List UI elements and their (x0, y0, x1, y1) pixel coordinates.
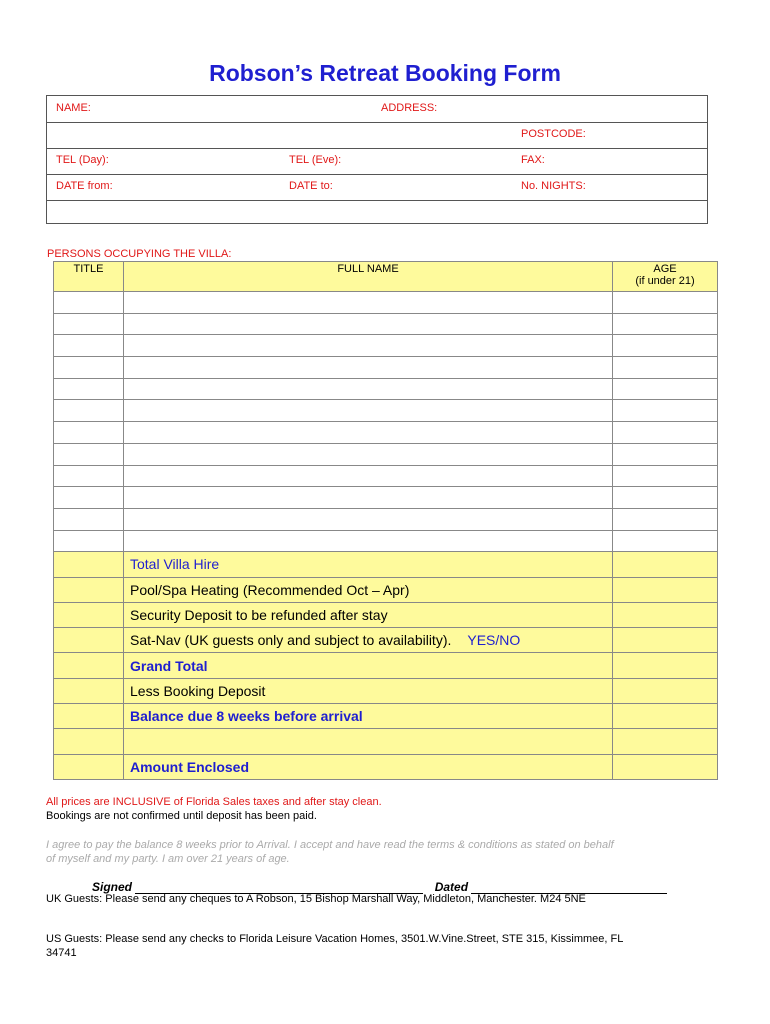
person-row[interactable] (54, 530, 718, 552)
security-deposit-row (54, 602, 718, 627)
person-age-cell[interactable] (613, 335, 718, 357)
person-title-cell[interactable] (54, 530, 124, 552)
total-villa-hire-label: Total Villa Hire (130, 556, 220, 573)
bookings-note: Bookings are not confirmed until deposit has been paid. (46, 810, 317, 822)
contact-row-name (47, 96, 707, 123)
person-age-cell[interactable] (613, 400, 718, 422)
agreement-text-line-1: I agree to pay the balance 8 weeks prior to Arrival. I accept and have read the terms & conditions as stated on behalf (46, 839, 614, 851)
address-label: ADDRESS: (381, 102, 438, 114)
age-column-header (613, 262, 718, 292)
person-name-cell[interactable] (124, 487, 613, 509)
age-header-text: AGE (653, 263, 677, 275)
person-title-cell[interactable] (54, 313, 124, 335)
person-title-cell[interactable] (54, 487, 124, 509)
security-deposit-label: Security Deposit to be refunded after stay (130, 606, 388, 623)
persons-header-row (54, 262, 718, 292)
prices-note: All prices are INCLUSIVE of Florida Sales taxes and after stay clean. (46, 796, 382, 808)
person-name-cell[interactable] (124, 530, 613, 552)
dated-label: Dated (434, 880, 469, 894)
less-deposit-label: Less Booking Deposit (130, 682, 266, 699)
signed-label: Signed (92, 880, 133, 894)
agreement-text-line-2: of myself and my party. I am over 21 years of age. (46, 853, 290, 865)
person-row[interactable] (54, 357, 718, 379)
total-villa-hire-row (54, 552, 718, 577)
person-row[interactable] (54, 313, 718, 335)
person-age-cell[interactable] (613, 357, 718, 379)
contact-row-dates (47, 174, 707, 201)
title-column-header: TITLE (54, 262, 124, 292)
us-guests-note-line-2: 34741 (46, 947, 77, 959)
balance-due-row (54, 704, 718, 729)
person-name-cell[interactable] (124, 465, 613, 487)
person-name-cell[interactable] (124, 400, 613, 422)
person-name-cell[interactable] (124, 422, 613, 444)
person-row[interactable] (54, 443, 718, 465)
grand-total-row (54, 653, 718, 678)
person-name-cell[interactable] (124, 443, 613, 465)
person-title-cell[interactable] (54, 292, 124, 314)
us-guests-note-line-1: US Guests: Please send any checks to Florida Leisure Vacation Homes, 3501.W.Vine.Street, STE 315, Kissimmee, FL (46, 933, 624, 945)
satnav-yes-no[interactable]: YES/NO (467, 632, 521, 649)
person-age-cell[interactable] (613, 443, 718, 465)
person-name-cell[interactable] (124, 313, 613, 335)
person-title-cell[interactable] (54, 443, 124, 465)
less-deposit-amount[interactable] (613, 678, 718, 703)
person-age-cell[interactable] (613, 378, 718, 400)
security-deposit-amount[interactable] (613, 602, 718, 627)
age-header-subtext: (if under 21) (635, 275, 695, 287)
person-age-cell[interactable] (613, 422, 718, 444)
name-label: NAME: (56, 102, 91, 114)
person-name-cell[interactable] (124, 357, 613, 379)
contact-details-box (46, 95, 708, 224)
person-age-cell[interactable] (613, 530, 718, 552)
amount-enclosed-row (54, 754, 718, 779)
person-row[interactable] (54, 335, 718, 357)
fax-label: FAX: (521, 154, 545, 166)
contact-row-postcode (47, 122, 707, 149)
person-title-cell[interactable] (54, 465, 124, 487)
persons-section-title: PERSONS OCCUPYING THE VILLA: (47, 248, 232, 260)
person-row[interactable] (54, 465, 718, 487)
person-age-cell[interactable] (613, 487, 718, 509)
date-to-label: DATE to: (289, 180, 333, 192)
person-age-cell[interactable] (613, 292, 718, 314)
blank-summary-row (54, 729, 718, 754)
grand-total-amount[interactable] (613, 653, 718, 678)
satnav-text: Sat-Nav (UK guests only and subject to availability). (130, 632, 452, 649)
person-title-cell[interactable] (54, 357, 124, 379)
person-title-cell[interactable] (54, 378, 124, 400)
person-age-cell[interactable] (613, 313, 718, 335)
nights-label: No. NIGHTS: (521, 180, 586, 192)
pool-heating-label: Pool/Spa Heating (Recommended Oct – Apr) (130, 581, 410, 598)
person-name-cell[interactable] (124, 508, 613, 530)
tel-eve-label: TEL (Eve): (289, 154, 342, 166)
person-age-cell[interactable] (613, 465, 718, 487)
full-name-column-header: FULL NAME (124, 262, 613, 292)
person-row[interactable] (54, 292, 718, 314)
pool-heating-row (54, 577, 718, 602)
signature-line (92, 880, 667, 894)
person-name-cell[interactable] (124, 335, 613, 357)
contact-row-tel (47, 148, 707, 175)
grand-total-label: Grand Total (130, 657, 208, 674)
person-row[interactable] (54, 487, 718, 509)
postcode-label: POSTCODE: (521, 128, 586, 140)
person-name-cell[interactable] (124, 292, 613, 314)
pool-heating-amount[interactable] (613, 577, 718, 602)
satnav-row (54, 628, 718, 653)
person-row[interactable] (54, 400, 718, 422)
person-age-cell[interactable] (613, 508, 718, 530)
date-from-label: DATE from: (56, 180, 113, 192)
person-title-cell[interactable] (54, 422, 124, 444)
person-row[interactable] (54, 422, 718, 444)
person-title-cell[interactable] (54, 335, 124, 357)
satnav-label (124, 632, 520, 648)
amount-enclosed-label: Amount Enclosed (130, 758, 250, 775)
less-deposit-row (54, 678, 718, 703)
form-title: Robson’s Retreat Booking Form (209, 60, 561, 86)
total-villa-hire-amount[interactable] (613, 552, 718, 577)
person-row[interactable] (54, 378, 718, 400)
balance-due-label: Balance due 8 weeks before arrival (130, 708, 363, 725)
satnav-amount[interactable] (613, 628, 718, 653)
person-row[interactable] (54, 508, 718, 530)
persons-table (53, 261, 718, 780)
amount-enclosed-amount[interactable] (613, 754, 718, 779)
person-title-cell[interactable] (54, 400, 124, 422)
tel-day-label: TEL (Day): (56, 154, 109, 166)
uk-guests-note: UK Guests: Please send any cheques to A Robson, 15 Bishop Marshall Way, Middleton, Manchester. M24 5NE (46, 893, 586, 905)
person-title-cell[interactable] (54, 508, 124, 530)
person-name-cell[interactable] (124, 378, 613, 400)
balance-due-amount[interactable] (613, 704, 718, 729)
